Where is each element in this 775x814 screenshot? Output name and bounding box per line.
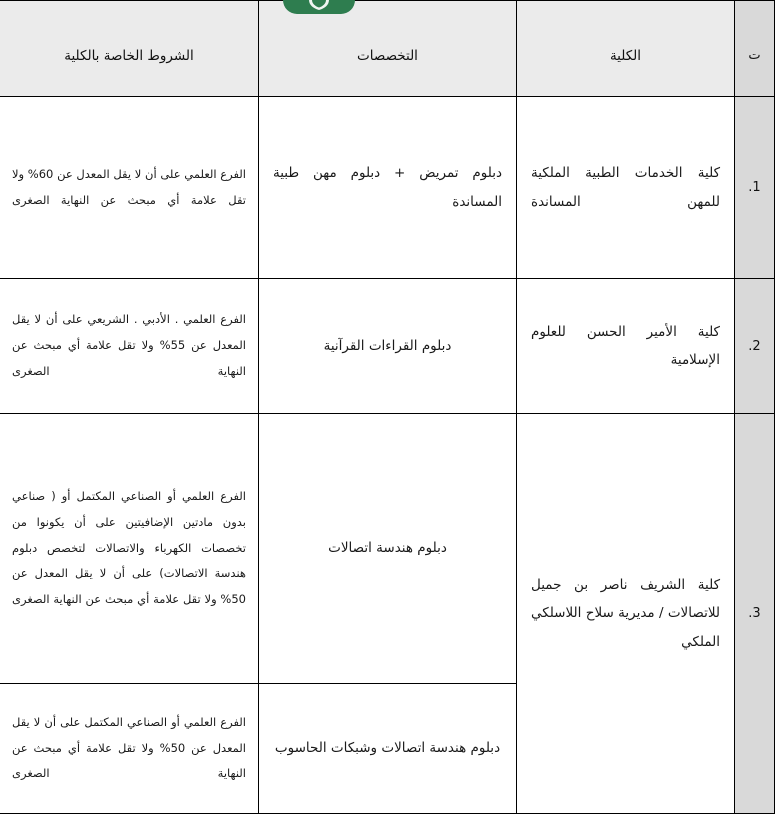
row-index: 2. (735, 279, 775, 414)
column-header-college (517, 1, 735, 97)
column-header-specialization (259, 1, 517, 97)
column-header-specialization-label: التخصصات (357, 47, 418, 64)
row-specialization: دبلوم القراءات القرآنية (259, 279, 517, 414)
column-header-college-label: الكلية (609, 47, 642, 64)
table-body (0, 97, 775, 814)
row-college: كلية الأمير الحسن للعلوم الإسلامية (517, 279, 735, 414)
table-row (0, 279, 775, 414)
table-row (0, 97, 775, 279)
shield-badge-icon (283, 0, 355, 14)
row-conditions: الفرع العلمي على أن لا يقل المعدل عن 60% ولا تقل علامة أي مبحث عن النهاية الصغرى (0, 97, 259, 279)
row-specialization: دبلوم هندسة اتصالات (259, 414, 517, 684)
column-header-index-label: ت (748, 48, 761, 63)
row-conditions: الفرع العلمي . الأدبي . الشريعي على أن لا يقل المعدل عن 55% ولا تقل علامة أي مبحث عن النهاية الصغرى (0, 279, 259, 414)
row-conditions: الفرع العلمي أو الصناعي المكتمل أو ( صناعي بدون مادتين الإضافيتين على أن يكونوا من تخصصات الكهرباء والاتصالات لتخصص دبلوم هندسة الاتصالات) على أن لا يقل المعدل عن 50% ولا تقل علامة أي مبحث عن النهاية الصغرى (0, 414, 259, 684)
row-specialization: دبلوم تمريض + دبلوم مهن طبية المساندة (259, 97, 517, 279)
row-index: 1. (735, 97, 775, 279)
table-header-row (0, 1, 775, 97)
column-header-index (735, 1, 775, 97)
row-conditions: الفرع العلمي أو الصناعي المكتمل على أن لا يقل المعدل عن 50% ولا تقل علامة أي مبحث عن النهاية الصغرى (0, 684, 259, 814)
row-index: 3. (735, 414, 775, 814)
row-specialization: دبلوم هندسة اتصالات وشبكات الحاسوب (259, 684, 517, 814)
column-header-conditions (0, 1, 259, 97)
row-college: كلية الخدمات الطبية الملكية للمهن المساندة (517, 97, 735, 279)
column-header-conditions-label: الشروط الخاصة بالكلية (64, 47, 194, 64)
table-header (0, 1, 775, 97)
table-row (0, 414, 775, 684)
row-college: كلية الشريف ناصر بن جميل للاتصالات / مديرية سلاح اللاسلكي الملكي (517, 414, 735, 814)
